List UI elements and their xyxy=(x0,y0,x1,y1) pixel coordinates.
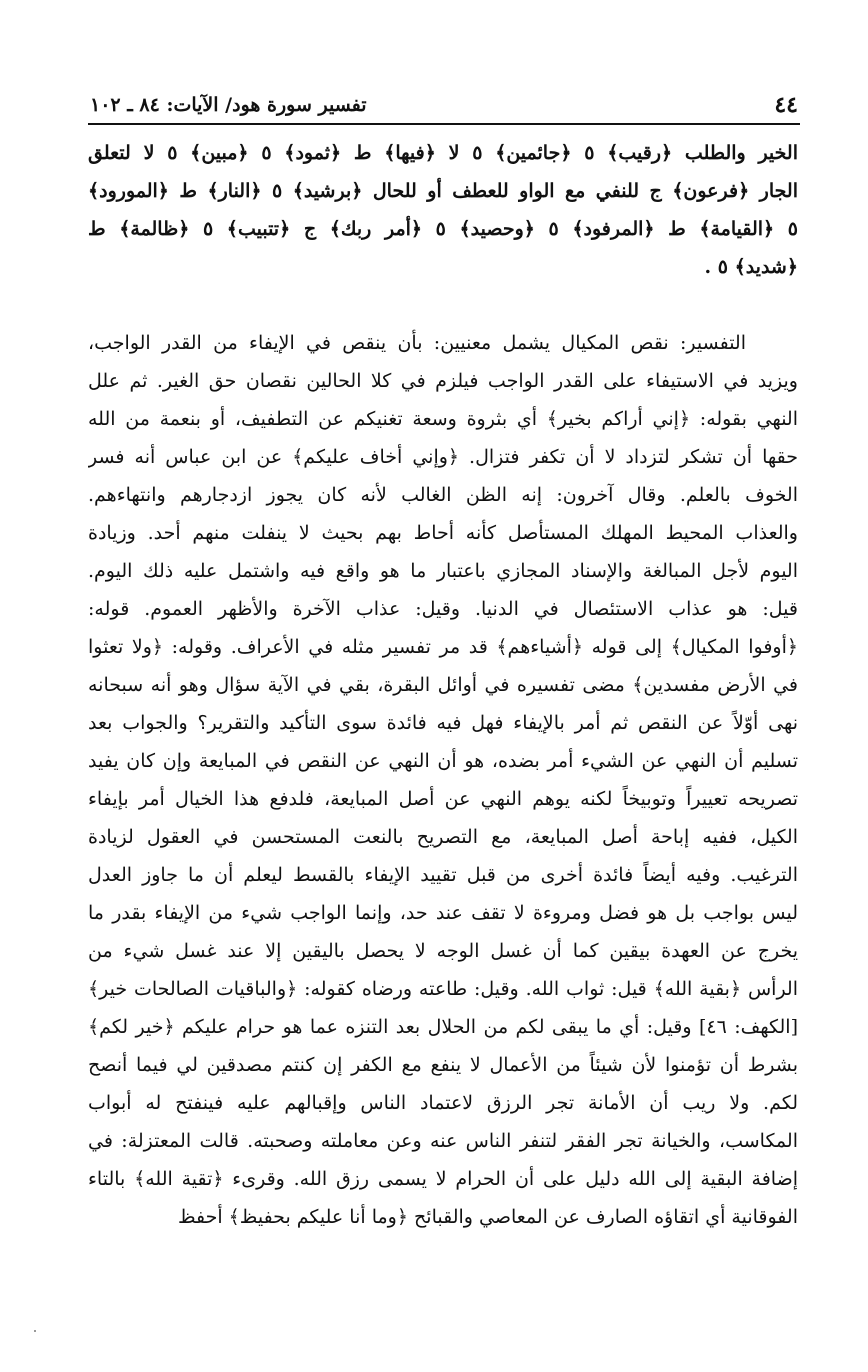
waqf-paragraph xyxy=(88,134,798,286)
text-line: التفسير: نقص المكيال يشمل معنيين: بأن ينقص في الإيفاء من القدر الواجب، xyxy=(88,332,746,354)
header-title: تفسير سورة هود/ الآيات: ٨٤ ـ ١٠٢ xyxy=(90,94,367,116)
running-header xyxy=(90,84,798,120)
text-line: الجار ﴿فرعون﴾ ج للنفي مع الواو للعطف أو للحال ﴿برشيد﴾ ٥ ﴿النار﴾ ط ﴿المورود﴾ xyxy=(88,180,798,202)
text-line: ﴿أوفوا المكيال﴾ إلى قوله ﴿أشياءهم﴾ قد مر تفسير مثله في الأعراف. وقوله: ﴿ولا تعثوا xyxy=(88,636,798,658)
tafsir-paragraph xyxy=(88,324,798,1236)
text-line: حقها أن تشكر لتزداد لا أن تكفر فتزال. ﴿وإني أخاف عليكم﴾ عن ابن عباس أنه فسر xyxy=(88,446,798,468)
text-line: ﴿شديد﴾ ٥ . xyxy=(704,256,798,278)
page-body xyxy=(88,134,798,1236)
text-line: الكيل، ففيه إباحة أصل المبايعة، مع التصريح بالنعت المستحسن في العقول لزيادة xyxy=(88,826,798,848)
text-line: في الأرض مفسدين﴾ مضى تفسيره في أوائل البقرة، بقي في الآية سؤال وهو أنه سبحانه xyxy=(88,674,798,696)
text-line: المكاسب، والخيانة تجر الفقر لتنفر الناس عنه وعن معاملته وصحبته. قالت المعتزلة: في xyxy=(88,1130,798,1152)
text-line: [الكهف: ٤٦] وقيل: أي ما يبقى لكم من الحلال بعد التنزه عما هو حرام عليكم ﴿خير لكم﴾ xyxy=(88,1016,798,1038)
text-line: قيل: هو عذاب الاستئصال في الدنيا. وقيل: عذاب الآخرة والأظهر العموم. قوله: xyxy=(88,598,798,620)
text-line: تصريحه تعييراً وتوبيخاً لكنه يوهم النهي عن أصل المبايعة، فلدفع هذا الخيال أمر بإيفاء xyxy=(88,788,798,810)
text-line: إضافة البقية إلى الله دليل على أن الحرام لا يسمى رزق الله. وقرىء ﴿تقية الله﴾ بالتاء xyxy=(88,1168,798,1190)
header-divider xyxy=(88,123,800,125)
text-line: يخرج عن العهدة بيقين كما أن غسل الوجه لا يحصل باليقين إلا عند غسل شيء من xyxy=(88,940,798,962)
text-line: الترغيب. وفيه أيضاً فائدة أخرى من قبل تقييد الإيفاء بالقسط ليعلم أن ما جاوز العدل xyxy=(88,864,798,886)
text-line: الخير والطلب ﴿رقيب﴾ ٥ ﴿جائمين﴾ ٥ لا ﴿فيها﴾ ط ﴿ثمود﴾ ٥ ﴿مبين﴾ ٥ لا لتعلق xyxy=(88,142,798,164)
text-line: الفوقانية أي اتقاؤه الصارف عن المعاصي والقبائح ﴿وما أنا عليكم بحفيظ﴾ أحفظ xyxy=(177,1206,798,1228)
text-line: ويزيد في الاستيفاء على القدر الواجب فيلزم في كلا الحالين نقصان حق الغير. ثم علل xyxy=(88,370,798,392)
text-line: النهي بقوله: ﴿إني أراكم بخير﴾ أي بثروة وسعة تغنيكم عن التطفيف، أو بنعمة من الله xyxy=(88,408,798,430)
paragraph-gap xyxy=(88,286,798,324)
text-line: تسليم أن النهي عن الشيء أمر بضده، هو أن النهي عن النقص في المبايعة وإن كان يفيد xyxy=(88,750,798,772)
text-line: بشرط أن تؤمنوا لأن شيئاً من الأعمال لا ينفع مع الكفر إن كنتم مصدقين لي فيما أنصح xyxy=(88,1054,798,1076)
text-line: ليس بواجب بل هو فضل ومروءة لا تقف عند حد، وإنما الواجب شيء من الإيفاء بقدر ما xyxy=(88,902,798,924)
text-line: لكم. ولا ريب أن الأمانة تجر الرزق لاعتماد الناس وإقبالهم عليه فينفتح له أبواب xyxy=(88,1092,798,1114)
text-line: والعذاب المحيط المهلك المستأصل كأنه أحاط بهم بحيث لا ينفلت منهم أحد. وزيادة xyxy=(88,522,798,544)
text-line: الرأس ﴿بقية الله﴾ قيل: ثواب الله. وقيل: طاعته ورضاه كقوله: ﴿والباقيات الصالحات خير﴾ xyxy=(88,978,798,1000)
text-line: نهى أوّلاً عن النقص ثم أمر بالإيفاء فهل فيه فائدة سوى التأكيد والتقرير؟ والجواب بعد xyxy=(88,712,798,734)
page-number: ٤٤ xyxy=(774,92,798,118)
text-line: الخوف بالعلم. وقال آخرون: إنه الظن الغالب لأنه كان يجوز ازدجارهم وانتهاءهم. xyxy=(88,484,798,506)
text-line: اليوم لأجل المبالغة والإسناد المجازي باعتبار ما هو واقع فيه واشتمل عليه ذلك اليوم. xyxy=(88,560,798,582)
text-line: ٥ ﴿القيامة﴾ ط ﴿المرفود﴾ ٥ ﴿وحصيد﴾ ٥ ﴿أمر ربك﴾ ج ﴿تتبيب﴾ ٥ ﴿ظالمة﴾ ط xyxy=(88,218,798,240)
scan-speck xyxy=(34,1330,36,1332)
